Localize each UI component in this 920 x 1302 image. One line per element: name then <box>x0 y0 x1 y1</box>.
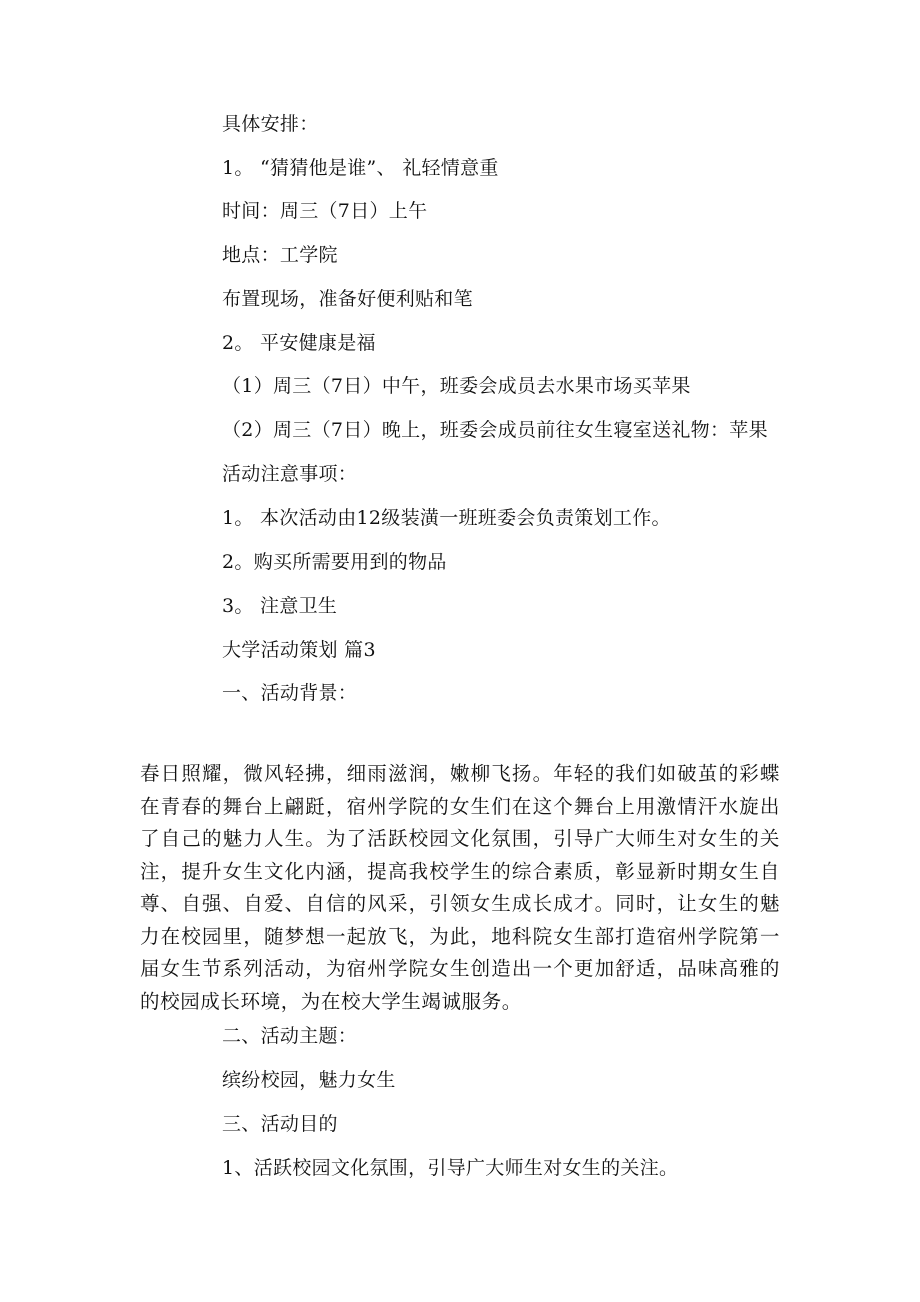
item-setup: 布置现场，准备好便利贴和笔 <box>222 288 473 310</box>
item-location: 地点：工学院 <box>222 244 338 266</box>
section-heading-purpose: 三、活动目的 <box>222 1113 338 1135</box>
note-item-3: 3。 注意卫生 <box>222 595 338 617</box>
item-guess-who: 1。 “猜猜他是谁”、 礼轻情意重 <box>222 157 499 179</box>
section-heading-notes: 活动注意事项： <box>222 463 358 485</box>
theme-text: 缤纷校园，魅力女生 <box>222 1069 396 1091</box>
section-heading-arrangement: 具体安排： <box>222 113 319 135</box>
note-item-1: 1。 本次活动由12级装潢一班班委会负责策划工作。 <box>222 507 671 529</box>
section-heading-background: 一、活动背景： <box>222 682 358 704</box>
note-item-2: 2。购买所需要用到的物品 <box>222 551 447 573</box>
item-deliver-gifts: （2）周三（7日）晚上，班委会成员前往女生寝室送礼物：苹果 <box>222 419 768 441</box>
article-title: 大学活动策划 篇3 <box>222 639 376 661</box>
item-safety-health: 2。 平安健康是福 <box>222 332 376 354</box>
section-heading-theme: 二、活动主题： <box>222 1025 358 1047</box>
purpose-item-1: 1、活跃校园文化氛围，引导广大师生对女生的关注。 <box>222 1157 679 1179</box>
item-time: 时间：周三（7日）上午 <box>222 200 428 222</box>
item-buy-apples: （1）周三（7日）中午，班委会成员去水果市场买苹果 <box>222 375 691 397</box>
background-paragraph: 春日照耀，微风轻拂，细雨滋润，嫩柳飞扬。年轻的我们如破茧的彩蝶在青春的舞台上翩跹，宿州学院的女生们在这个舞台上用激情汗水旋出了自己的魅力人生。为了活跃校园文化氛围，引导广大师生对女生的关注，提升女生文化内涵，提高我校学生的综合素质，彰显新时期女生自尊、自强、自爱、自信的风采，引领女生成长成才。同时，让女生的魅力在校园里，随梦想一起放飞，为此，地科院女生部打造宿州学院第一届女生节系列活动，为宿州学院女生创造出一个更加舒适，品味高雅的的校园成长环境，为在校大学生竭诚服务。 <box>140 762 780 1013</box>
